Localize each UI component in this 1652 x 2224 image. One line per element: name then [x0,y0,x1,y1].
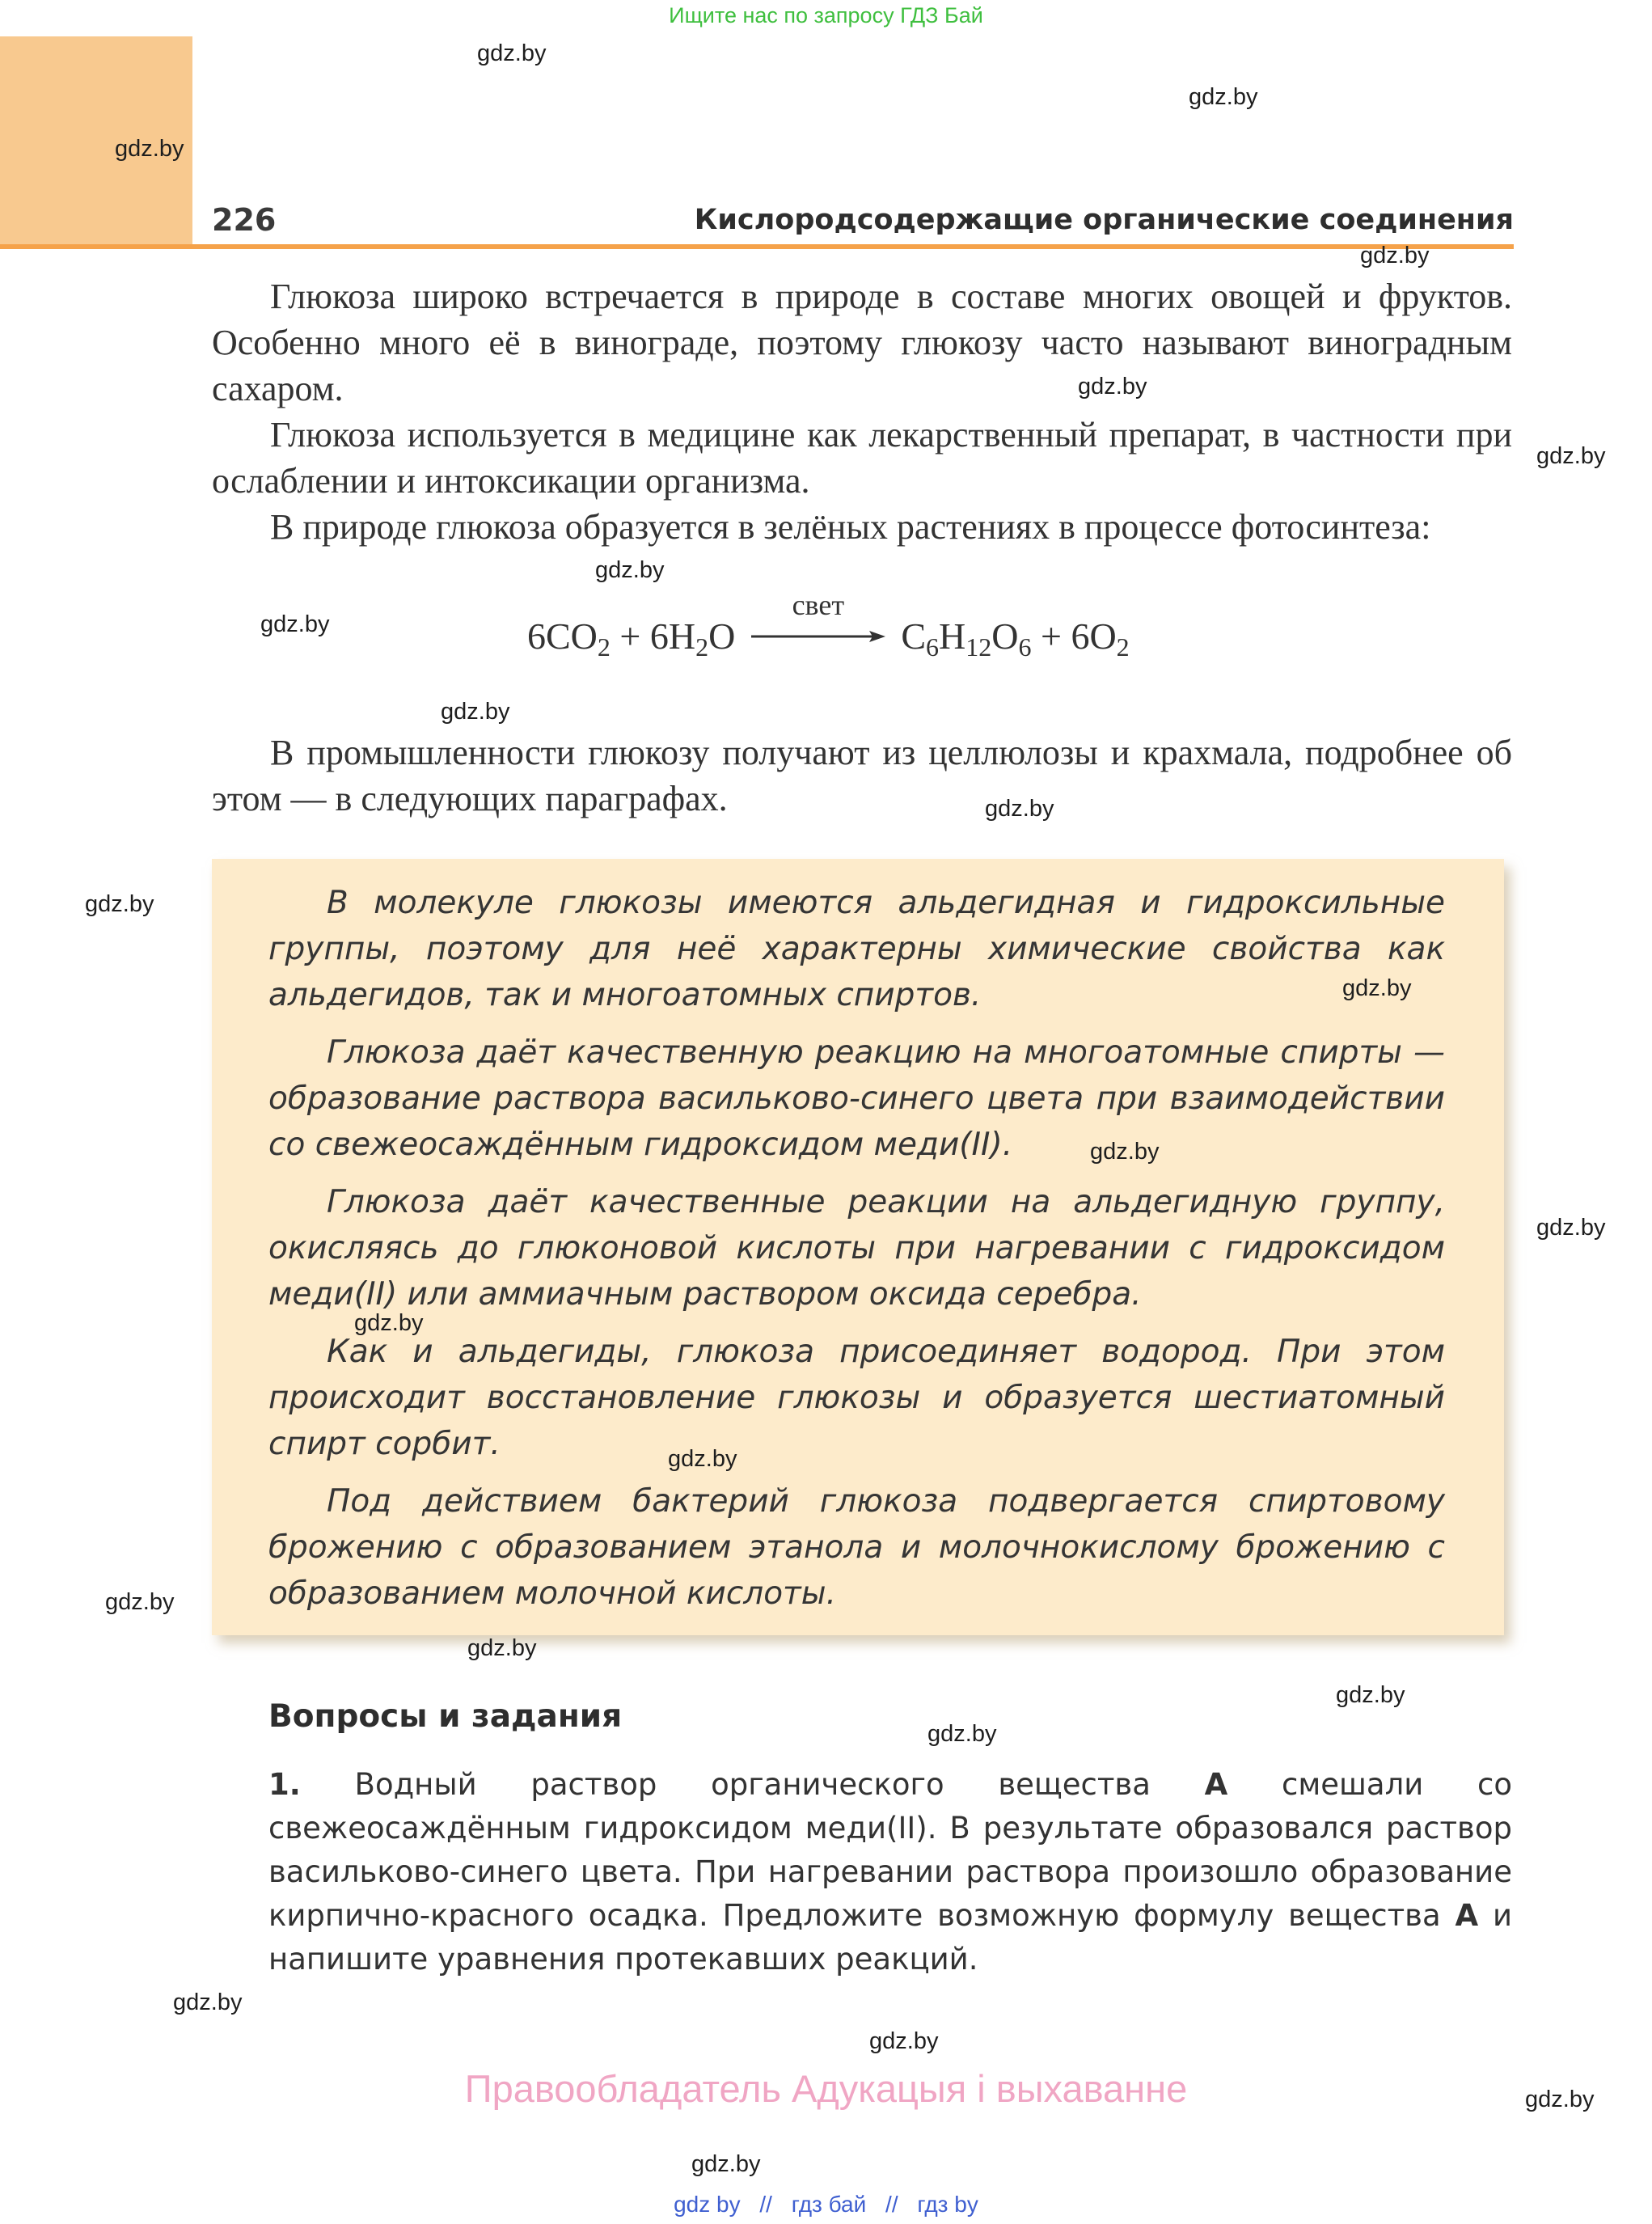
watermark: gdz.by [691,2151,761,2177]
watermark: gdz.by [260,611,330,637]
question-item: 1. Водный раствор органического вещества А смешали со свежеосаждённым гидроксидом меди(II). В результате образовался раствор васильково-синего цвета. При нагревании раствора произошло образование кирпично-красного осадка. Предложите возможную формулу вещества А и напишите уравнения протекавших реакций. [268,1767,1512,1977]
top-banner: Ищите нас по запросу ГДЗ Бай [669,3,983,27]
watermark: gdz.by [1336,1682,1405,1708]
eq-plus: + [1040,615,1062,657]
summary-item: Под действием бактерий глюкоза подвергается спиртовому брожению с образованием этанола и молочнокислому брожению с образованием молочной кислоты. [268,1483,1445,1612]
question-number: 1. [268,1767,301,1802]
footer-link-gdz-by-2[interactable]: гдз by [917,2192,978,2217]
footer-link-gdz-bai[interactable]: гдз бай [791,2192,867,2217]
summary-item: Глюкоза даёт качественную реакцию на многоатомные спирты — образование раствора васильково-синего цвета при взаимодействии со свежеосаждённым гидроксидом меди(II). [268,1034,1445,1163]
eq-reactant-h2o: $6H_2O$ [649,615,736,662]
eq-product-glucose: $C_6H_{12}O_6$ [901,615,1032,662]
summary-item: Глюкоза даёт качественные реакции на альдегидную группу, окисляясь до глюконовой кислоты при нагревании с гидроксидом меди(II) или аммиачным раствором оксида серебра. [268,1184,1445,1313]
questions-heading: Вопросы и задания [268,1698,623,1735]
substance-label: А [1204,1767,1228,1802]
watermark: gdz.by [1536,443,1606,469]
watermark: gdz.by [173,1989,243,2015]
watermark: gdz.by [441,699,510,725]
watermark: gdz.by [668,1446,737,1472]
watermark: gdz.by [1342,975,1412,1001]
watermark: gdz.by [467,1635,537,1661]
watermark: gdz.by [1078,374,1147,400]
page-number: 226 [212,202,277,238]
paragraph: В промышленности глюкозу получают из целлюлозы и крахмала, подробнее об этом — в следующих параграфах. [212,733,1512,818]
watermark: gdz.by [105,1589,175,1615]
paragraph: Глюкоза используется в медицине как лекарственный препарат, в частности при ослаблении и интоксикации организма. [212,415,1512,501]
intro-text [212,273,1512,550]
summary-text [268,880,1445,1628]
copyright-notice: Правообладатель Адукацыя і выхаванне [464,2067,1188,2110]
watermark: gdz.by [1536,1215,1606,1241]
eq-plus: + [619,615,641,657]
footer-separator: // [759,2192,772,2217]
eq-reactant-co2: $6CO_2$ [527,615,611,662]
watermark: gdz.by [85,891,154,917]
footer-link-gdz-by[interactable]: gdz by [674,2192,741,2217]
watermark: gdz.by [985,796,1054,822]
substance-label: А [1455,1898,1479,1933]
reaction-arrow [750,589,887,656]
watermark: gdz.by [477,40,547,66]
chapter-title: Кислородсодержащие органические соединения [694,204,1514,236]
watermark: gdz.by [1090,1139,1160,1165]
watermark: gdz.by [1189,84,1258,110]
arrow-icon [750,628,887,645]
watermark: gdz.by [115,136,184,162]
watermark: gdz.by [869,2028,939,2054]
watermark: gdz.by [595,557,665,583]
eq-product-o2: $6O_2$ [1071,615,1130,662]
footer-links [0,2192,1652,2218]
watermark: gdz.by [1360,243,1430,268]
paragraph: Глюкоза широко встречается в природе в составе многих овощей и фруктов. Особенно много её в винограде, поэтому глюкозу часто называют виноградным сахаром. [212,277,1512,408]
footer-separator: // [885,2192,898,2217]
watermark: gdz.by [1525,2087,1595,2112]
industry-text [212,729,1512,822]
summary-item: В молекуле глюкозы имеются альдегидная и гидроксильные группы, поэтому для неё характерны химические свойства как альдегидов, так и многоатомных спиртов. [268,885,1445,1013]
summary-item: Как и альдегиды, глюкоза присоединяет водород. При этом происходит восстановление глюкозы и образуется шестиатомный спирт сорбит. [268,1334,1445,1462]
header-rule [0,244,1514,249]
photosynthesis-equation [527,589,1130,662]
reaction-condition: свет [792,589,845,622]
paragraph: В природе глюкоза образуется в зелёных растениях в процессе фотосинтеза: [270,507,1431,547]
watermark: gdz.by [927,1721,997,1747]
watermark: gdz.by [354,1310,424,1336]
